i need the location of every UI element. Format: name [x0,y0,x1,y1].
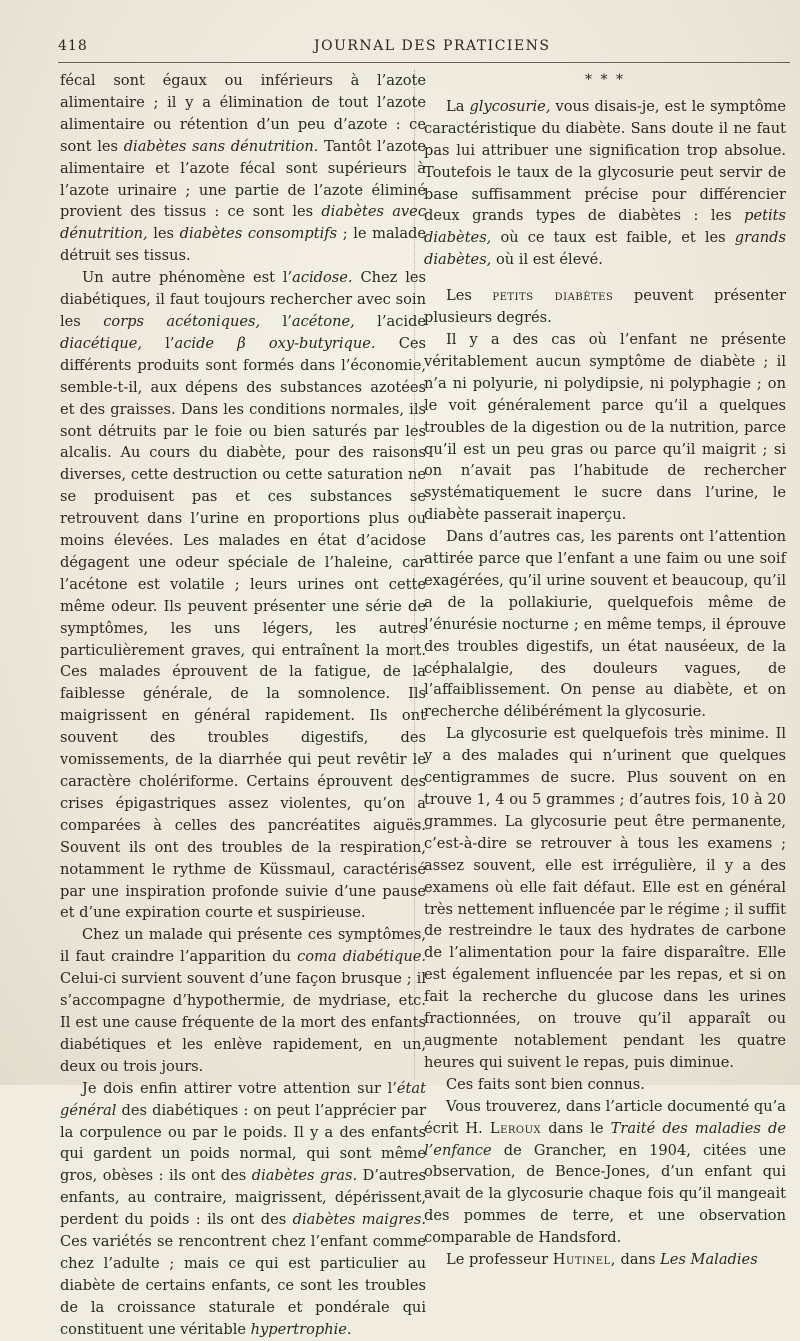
paragraph: Je dois enfin attirer votre attention sur l’état général des diabétiques : on peut l’apprécier par la corpulence ou par le poids. Il y a des enfants qui gardent un poids normal, qui sont même gros, obèses : ils ont des diabètes gras. D’autres enfants, au contraire, maigrissent, dépérissent, perdent du poids : ils ont des diabètes maigres. Ces variétés se rencontrent chez l’enfant comme chez l’adulte ; mais ce qui est particulier au diabète de certains enfants, ce sont les troubles de la croissance staturale et pondérale qui constituent une véritable hypertrophie. [60,1079,427,1338]
header-rule [58,62,790,63]
paragraph: Un autre phénomène est l’acidose. Chez les diabétiques, il faut toujours rechercher avec soin les corps acétoniques, l’acétone, l’acide diacétique, l’acide β oxy-butyrique. Ces différents produits sont formés dans l’économie, semble-t-il, aux dépens des substances azotées et des graisses. Dans les conditions normales, ils sont détruits par le foie ou bien saturés par les alcalis. Au cours du diabète, pour des raisons diverses, cette destruction ou cette saturation ne se produisent pas et ces substances se retrouvent dans l’urine en proportions plus ou moins élevées. Les malades en état d’acidose dégagent une odeur spéciale de l’haleine, car l’acétone est volatile ; leurs urines ont cette même odeur. Ils peuvent présenter une série de symptômes, les uns légers, les autres particulièrement graves, qui entraînent la mort. Ces malades éprouvent de la fatigue, de la faiblesse générale, de la somnolence. Ils maigrissent en général rapidement. Ils ont souvent des troubles digestifs, des vomissements, de la diarrhée qui peut revêtir le caractère cholériforme. Certains éprouvent des crises épigastriques assez violentes, qu’on a comparées à celles des pancréatites aiguës. Souvent ils ont des troubles de la respiration, notamment le rythme de Küssmaul, caractérisé par une inspiration profonde suivie d’une pause et d’une expiration courte et suspirieuse. [60,269,427,922]
paragraph: fécal sont égaux ou inférieurs à l’azote alimentaire ; il y a élimination de tout l’azote alimentaire ou rétention d’un peu d’azote : ce sont les diabètes sans dénutrition. Tantôt l’azote alimentaire et l’azote fécal sont supérieurs à l’azote urinaire ; une partie de l’azote éliminé provient des tissus : ce sont les diabètes avec dénutrition, les diabètes consomptifs ; le malade détruit ses tissus. [60,72,426,265]
spacer [424,271,786,285]
paragraph: La glycosurie est quelquefois très minime. Il y a des malades qui n’urinent que quelques centigrammes de sucre. Plus souvent on en trouve 1, 4 ou 5 grammes ; d’autres fois, 10 à 20 grammes. La glycosurie peut être permanente, c’est-à-dire se retrouver à tous les examens ; assez souvent, elle est irrégulière, il y a des examens où elle fait défaut. Elle est en général très nettement influencée par le régime ; il suffit de restreindre le taux des hydrates de carbone de l’alimentation pour la faire disparaître. Elle est également influencée par les repas, et si on fait la recherche du glucose dans les urines fractionnées, on trouve qu’il apparaît ou augmente notablement pendant les quatre heures qui suivent le repas, puis diminue. [424,725,786,1071]
right-column [424,70,786,1271]
paragraph: Le professeur Hutinel, dans Les Maladies [446,1251,758,1269]
paragraph: La glycosurie, vous disais-je, est le symptôme caractéristique du diabète. Sans doute il ne faut pas lui attribuer une signification trop absolue. Toutefois le taux de la glycosurie peut servir de base suffisamment précise pour différencier deux grands types de diabètes : les petits diabètes, où ce taux est faible, et les grands diabètes, où il est élevé. [424,97,786,269]
page-number: 418 [58,38,88,54]
section-separator: * * * [585,72,625,88]
left-column [60,70,426,1341]
paragraph: Il y a des cas où l’enfant ne présente véritablement aucun symptôme de diabète ; il n’a ni polyurie, ni polydipsie, ni polyphagie ; on le voit généralement parce qu’il a quelques troubles de la digestion ou de la nutrition, parce qu’il est un peu gras ou parce qu’il maigrit ; si on n’avait pas l’habitude de rechercher systématiquement le sucre dans l’urine, le diabète passerait inaperçu. [424,330,786,524]
running-title: JOURNAL DES PRATICIENS [314,38,551,54]
paragraph: Dans d’autres cas, les parents ont l’attention attirée parce que l’enfant a une faim ou une soif exagérées, qu’il urine souvent et beaucoup, qu’il a de la pollakiurie, quelquefois même de l’énurésie nocturne ; en même temps, il éprouve des troubles digestifs, un état nauséeux, de la céphalalgie, des douleurs vagues, de l’affaiblissement. On pense au diabète, et on recherche délibérément la glycosurie. [424,528,786,721]
paragraph: Ces faits sont bien connus. [446,1075,645,1093]
paragraph: Vous trouverez, dans l’article documenté qu’a écrit H. Leroux dans le Traité des maladies de l’enfance de Grancher, en 1904, citées une observation, de Bence-Jones, d’un enfant qui avait de la glycosurie chaque fois qu’il mangeait des pommes de terre, et une observation comparable de Handsford. [424,1097,786,1247]
paragraph: Les petits diabètes peuvent présenter plusieurs degrés. [424,287,786,327]
page-header [58,38,788,60]
paragraph: Chez un malade qui présente ces symptômes, il faut craindre l’apparition du coma diabétique. Celui-ci survient souvent d’une façon brusque ; il s’accompagne d’hypothermie, de mydriase, etc. Il est une cause fréquente de la mort des enfants diabétiques et les enlève rapidement, en un, deux ou trois jours. [60,926,426,1075]
